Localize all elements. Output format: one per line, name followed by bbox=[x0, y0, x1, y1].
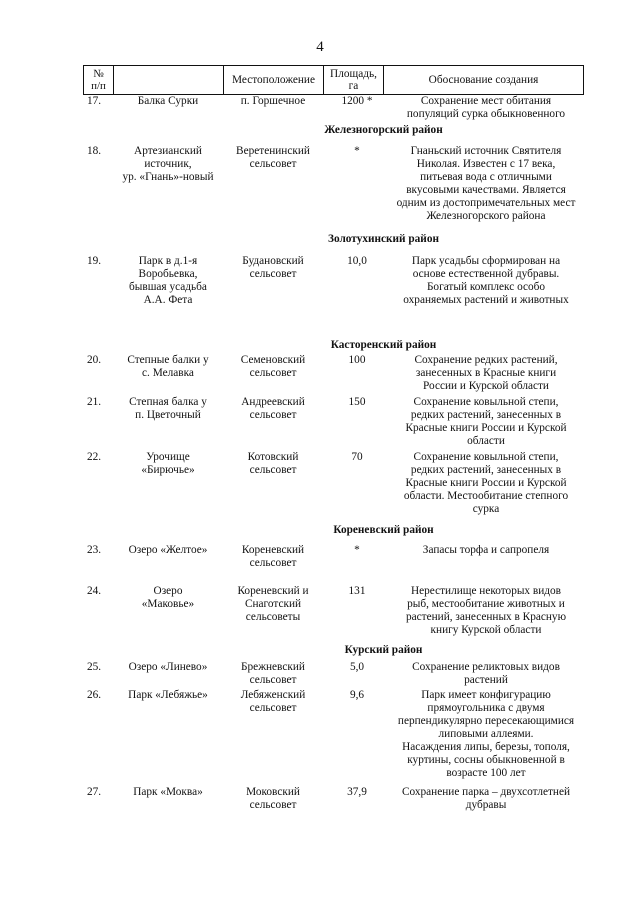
row-area: 37,9 bbox=[347, 786, 367, 798]
district-heading: Касторенский район bbox=[330, 339, 437, 351]
row-area: 100 bbox=[348, 354, 366, 366]
row-num: 24. bbox=[87, 585, 102, 597]
row-reason: Нерестилище некоторых видов рыб, местообитание животных и растений, занесенных в Красную книгу Курской области bbox=[405, 585, 567, 636]
row-num: 19. bbox=[87, 255, 102, 267]
row-area: 131 bbox=[348, 585, 366, 597]
row-reason: Сохранение ковыльной степи, редких растений, занесенных в Красные книги России и Курской области. Местообитание степного сурка bbox=[403, 451, 569, 515]
reserves-table bbox=[83, 65, 584, 811]
header-num: № п/п bbox=[84, 66, 114, 94]
row-area: 5,0 bbox=[349, 661, 365, 673]
row-num: 22. bbox=[87, 451, 102, 463]
row-location: Веретенинский сельсовет bbox=[236, 145, 310, 170]
row-area: 70 bbox=[351, 451, 363, 463]
row-area: * bbox=[354, 145, 360, 157]
page-number: 4 bbox=[316, 39, 324, 55]
row-reason: Сохранение мест обитания популяций сурка обыкновенного bbox=[406, 95, 566, 120]
district-heading: Курский район bbox=[344, 644, 423, 656]
row-name: Степные балки у с. Мелавка bbox=[127, 354, 209, 379]
row-reason: Парк имеет конфигурацию прямоугольника с двумя перпендикулярно пересекающимися липовыми аллеями. Насаждения липы, березы, тополя, куртины, сосны обыкновенной в возрасте 100 лет bbox=[397, 689, 575, 779]
row-num: 20. bbox=[87, 354, 102, 366]
header-reason: Обоснование создания bbox=[428, 73, 539, 86]
district-heading: Кореневский район bbox=[333, 524, 434, 536]
row-location: Кореневский сельсовет bbox=[241, 544, 305, 569]
row-location: Моковский сельсовет bbox=[246, 786, 300, 811]
row-reason: Сохранение парка – двухсотлетней дубравы bbox=[401, 786, 571, 811]
row-location: Семеновский сельсовет bbox=[240, 354, 306, 379]
row-num: 17. bbox=[87, 95, 102, 107]
row-area: * bbox=[354, 544, 360, 556]
row-name: Парк «Лебяжье» bbox=[128, 689, 208, 701]
row-name: Озеро «Желтое» bbox=[128, 544, 208, 556]
row-reason: Парк усадьбы сформирован на основе естественной дубравы. Богатый комплекс особо охраняемых растений и животных bbox=[403, 255, 569, 306]
row-location: Лебяженский сельсовет bbox=[240, 689, 306, 714]
row-name: Артезианский источник, ур. «Гнань»-новый bbox=[122, 145, 214, 183]
row-reason: Запасы торфа и сапропеля bbox=[422, 544, 550, 556]
row-location: Кореневский и Снаготский сельсоветы bbox=[237, 585, 309, 623]
row-location: Андреевский сельсовет bbox=[241, 396, 305, 421]
table-header bbox=[83, 65, 584, 95]
row-reason: Сохранение редких растений, занесенных в Красные книги России и Курской области bbox=[414, 354, 558, 392]
row-name: Озеро «Линево» bbox=[128, 661, 208, 673]
row-num: 25. bbox=[87, 661, 102, 673]
header-area: Площадь, га bbox=[324, 66, 384, 94]
header-name bbox=[114, 66, 224, 94]
row-location: Котовский сельсовет bbox=[247, 451, 299, 476]
row-reason: Сохранение реликтовых видов растений bbox=[412, 661, 560, 686]
row-area: 10,0 bbox=[347, 255, 367, 267]
row-name: Урочище «Бирючье» bbox=[141, 451, 195, 476]
row-area: 9,6 bbox=[349, 689, 365, 701]
row-name: Парк «Моква» bbox=[133, 786, 203, 798]
district-heading: Золотухинский район bbox=[328, 233, 439, 245]
row-area: 1200 * bbox=[341, 95, 373, 107]
row-name: Парк в д.1-я Воробьевка, бывшая усадьба А.А. Фета bbox=[129, 255, 207, 306]
row-num: 27. bbox=[87, 786, 102, 798]
row-area: 150 bbox=[348, 396, 366, 408]
row-name: Балка Сурки bbox=[137, 95, 199, 107]
row-name: Степная балка у п. Цветочный bbox=[129, 396, 207, 421]
row-location: п. Горшечное bbox=[240, 95, 306, 107]
row-location: Будановский сельсовет bbox=[242, 255, 304, 280]
row-reason: Сохранение ковыльной степи, редких растений, занесенных в Красные книги России и Курской области bbox=[405, 396, 567, 447]
row-num: 23. bbox=[87, 544, 102, 556]
district-heading: Железногорский район bbox=[324, 124, 443, 136]
header-location: Местоположение bbox=[224, 66, 324, 94]
row-num: 26. bbox=[87, 689, 102, 701]
row-num: 21. bbox=[87, 396, 102, 408]
row-reason: Гнаньский источник Святителя Николая. Известен с 17 века, питьевая вода с отличными вкусовыми качествами. Является одним из достопримечательных мест Железногорского района bbox=[396, 145, 576, 222]
row-num: 18. bbox=[87, 145, 102, 157]
row-name: Озеро «Маковье» bbox=[141, 585, 195, 610]
row-location: Брежневский сельсовет bbox=[241, 661, 305, 686]
